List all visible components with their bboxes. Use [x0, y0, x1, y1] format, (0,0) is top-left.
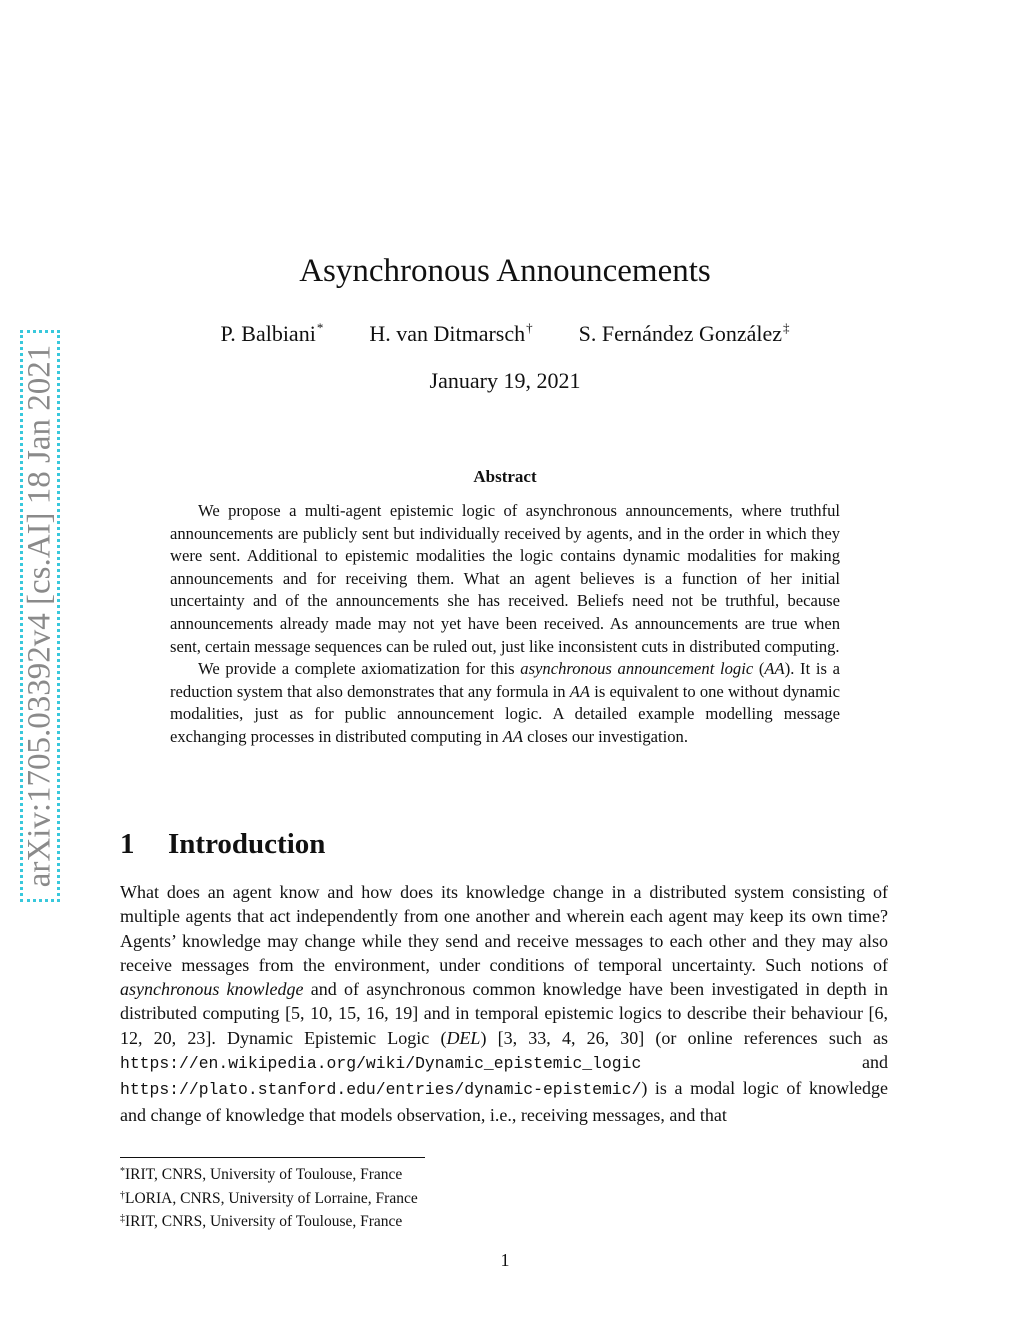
footnotes [120, 1162, 418, 1233]
arxiv-id: arXiv:1705.03392v4 [cs.AI] 18 Jan 2021 [21, 344, 58, 888]
author-footnote-mark: ‡ [783, 320, 790, 335]
author: P. Balbiani* [220, 320, 324, 346]
author-footnote-mark: * [316, 320, 324, 335]
section-number: 1 [120, 828, 135, 860]
stanford-link[interactable]: https://plato.stanford.edu/entries/dynamic-epistemic/ [120, 1080, 642, 1100]
page-number: 1 [500, 1250, 510, 1270]
footnote: *IRIT, CNRS, University of Toulouse, France [120, 1166, 403, 1183]
intro-paragraph: What does an agent know and how does its knowledge change in a distributed system consisting of multiple agents that act independently from one another and wherein each agent may keep its own time? Agents’ knowledge may change while they send and receive messages to each other and they may also receive messages from the environment, under conditions of temporal uncertainty. Such notions of asynchronous knowledge and of asynchronous common knowledge have been investigated in depth in distributed computing [5, 10, 15, 16, 19] and in temporal epistemic logics to describe their behaviour [6, 12, 20, 23]. Dynamic Epistemic Logic (DEL) [3, 33, 4, 26, 30] (or online references such as https://en.wikipedia.org/wiki/Dynamic_epistemic_logic and https://plato.stanford.edu/entries/dynamic-epistemic/) is a modal logic of knowledge and change of knowledge that models observation, i.e., receiving messages, and that [120, 882, 888, 1125]
abstract-paragraph: We provide a complete axiomatization for this asynchronous announcement logic (AA). It is a reduction system that also demonstrates that any formula in AA is equivalent to one without dynamic modalities, just as for public announcement logic. A detailed example modelling message exchanging processes in distributed computing in AA closes our investigation. [170, 659, 840, 746]
footnote: ‡IRIT, CNRS, University of Toulouse, France [120, 1213, 403, 1230]
author: H. van Ditmarsch† [369, 320, 533, 346]
author-list [0, 320, 1010, 347]
arxiv-stamp [20, 330, 60, 902]
author-footnote-mark: † [526, 320, 533, 335]
footnote: †LORIA, CNRS, University of Lorraine, France [120, 1189, 418, 1207]
section-title: Introduction [168, 828, 326, 860]
abstract-heading: Abstract [473, 467, 537, 486]
author: S. Fernández González‡ [578, 320, 790, 346]
wikipedia-link[interactable]: https://en.wikipedia.org/wiki/Dynamic_epistemic_logic [120, 1054, 642, 1074]
abstract-body [170, 500, 840, 749]
section-heading [120, 828, 325, 861]
paper-date: January 19, 2021 [429, 368, 581, 393]
abstract-paragraph: We propose a multi-agent epistemic logic of asynchronous announcements, where truthful announcements are publicly sent but individually received by agents, and in the order in which they were sent. Additional to epistemic modalities the logic contains dynamic modalities for making announcements and for receiving them. What an agent believes is a function of her initial uncertainty and of the announcements she has received. Beliefs need not be truthful, because announcements already made may not yet have been received. As announcements are true when sent, certain message sequences can be ruled out, just like inconsistent cuts in distributed computing. [170, 501, 840, 656]
footnote-rule [120, 1157, 425, 1158]
paper-title: Asynchronous Announcements [299, 253, 711, 289]
